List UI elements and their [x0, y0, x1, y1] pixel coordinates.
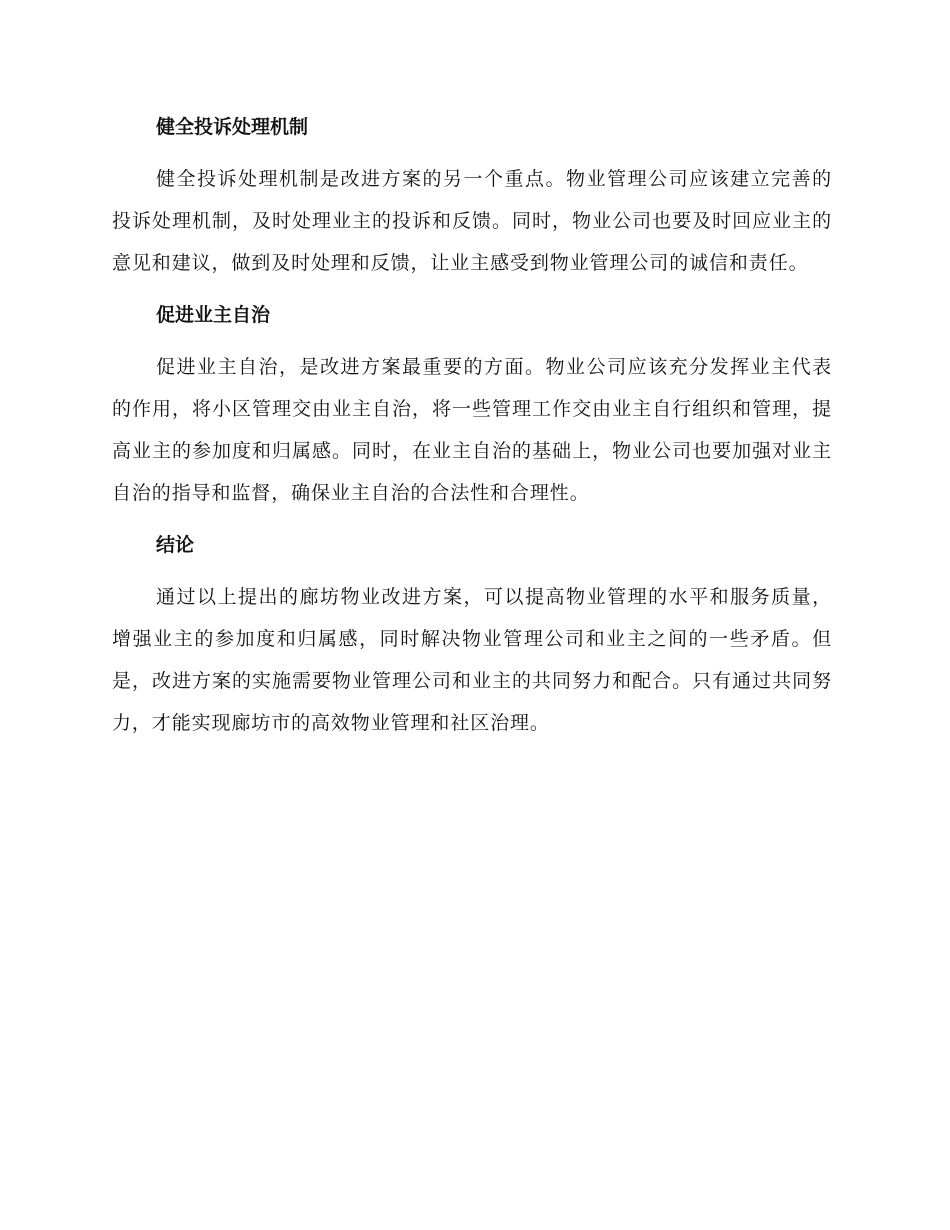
section-heading-complaint-handling: 健全投诉处理机制 — [156, 116, 309, 138]
section-paragraph-complaint-handling: 健全投诉处理机制是改进方案的另一个重点。物业管理公司应该建立完善的投诉处理机制，及时处理业主的投诉和反馈。同时，物业公司也要及时回应业主的意见和建议，做到及时处理和反馈，让业主感受到物业管理公司的诚信和责任。 — [112, 168, 832, 274]
section-paragraph-conclusion: 通过以上提出的廊坊物业改进方案，可以提高物业管理的水平和服务质量，增强业主的参加度和归属感，同时解决物业管理公司和业主之间的一些矛盾。但是，改进方案的实施需要物业管理公司和业主的共同努力和配合。只有通过共同努力，才能实现廊坊市的高效物业管理和社区治理。 — [112, 586, 832, 734]
document-page — [112, 108, 832, 744]
section-paragraph-owner-autonomy: 促进业主自治，是改进方案最重要的方面。物业公司应该充分发挥业主代表的作用，将小区管理交由业主自治，将一些管理工作交由业主自行组织和管理，提高业主的参加度和归属感。同时，在业主自治的基础上，物业公司也要加强对业主自治的指导和监督，确保业主自治的合法性和合理性。 — [112, 356, 832, 504]
section-heading-owner-autonomy: 促进业主自治 — [156, 304, 271, 326]
section-heading-conclusion: 结论 — [156, 534, 195, 556]
